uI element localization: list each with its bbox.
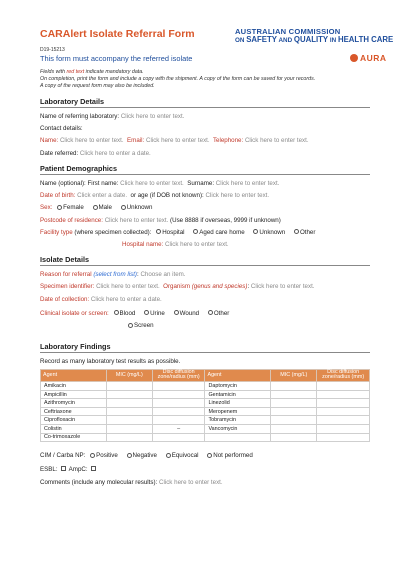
screen-option-wound[interactable]: Wound xyxy=(171,310,200,317)
collection-date-field[interactable]: Click here to enter a date. xyxy=(90,295,162,303)
cim-option-negative[interactable]: Negative xyxy=(124,452,157,459)
result-cell[interactable]: – xyxy=(152,425,205,434)
specimen-id-field[interactable]: Click here to enter text. xyxy=(96,283,160,291)
radio-icon xyxy=(156,229,161,234)
commission-logo xyxy=(235,28,410,45)
radio-icon xyxy=(144,310,149,315)
laboratory-details-section: Laboratory Details Name of referring laboratory: Click here to enter text. Contact details: Name: Click here to enter text. Email: Click here to enter text. Telephone: Click here to enter text. Date referred: Click here to enter a date. xyxy=(40,97,370,157)
referring-lab-field[interactable]: Click here to enter text. xyxy=(120,112,185,120)
radio-icon xyxy=(174,310,179,315)
agent-cell: Ampicillin xyxy=(41,390,107,399)
screen-option-urine[interactable]: Urine xyxy=(141,310,165,317)
column-header: Agent xyxy=(205,369,271,381)
agent-cell: Ciprofloxacin xyxy=(41,416,107,425)
result-cell[interactable] xyxy=(106,433,152,442)
hospital-name-field[interactable]: Click here to enter text. xyxy=(165,241,229,249)
contact-name-field[interactable]: Click here to enter text. xyxy=(59,137,124,145)
aura-logo xyxy=(350,53,387,63)
result-cell[interactable] xyxy=(106,399,152,408)
section-heading: Patient Demographics xyxy=(40,164,370,175)
result-cell[interactable] xyxy=(106,425,152,434)
result-cell[interactable] xyxy=(152,416,205,425)
postcode-field[interactable]: Click here to enter text. xyxy=(104,216,169,224)
section-heading: Laboratory Details xyxy=(40,97,370,108)
screen-option-other[interactable]: Other xyxy=(205,310,229,317)
results-table xyxy=(40,369,370,443)
result-cell[interactable] xyxy=(152,407,205,416)
radio-icon xyxy=(208,310,213,315)
column-header: Disc diffusion zone/radius (mm) xyxy=(317,369,370,381)
result-cell[interactable] xyxy=(106,407,152,416)
radio-icon xyxy=(253,229,258,234)
table-row xyxy=(41,425,370,434)
radio-icon xyxy=(127,453,132,458)
radio-icon xyxy=(193,229,198,234)
agent-cell: Linezolid xyxy=(205,399,271,408)
table-row xyxy=(41,399,370,408)
reason-dropdown[interactable]: Choose an item. xyxy=(140,271,186,279)
column-header: Disc diffusion zone/radius (mm) xyxy=(152,369,205,381)
commission-line1: AUSTRALIAN COMMISSION xyxy=(235,27,341,36)
document-id: D19-15213 xyxy=(40,47,65,53)
agent-cell: Co-trimoxazole xyxy=(41,433,107,442)
commission-line2: ON SAFETY AND QUALITY IN HEALTH CARE xyxy=(235,34,394,44)
radio-icon xyxy=(166,453,171,458)
agent-cell: Meropenem xyxy=(205,407,271,416)
form-instructions: Fields with red text indicate mandatory data. On completion, print the form and include a copy with the shipment. A copy of the form can be saved for your records. A copy of the request form may also be included. xyxy=(40,69,316,89)
section-heading: Laboratory Findings xyxy=(40,342,370,353)
table-header-row xyxy=(41,369,370,381)
result-cell[interactable] xyxy=(317,390,370,399)
result-cell[interactable] xyxy=(152,433,205,442)
patient-demographics-section: Patient Demographics Name (optional): First name: Click here to enter text. Surname: Click here to enter text. Date of birth: Click enter a date. or age (if DOB not known): Click here to enter text. Sex: Female Male Unknown Postcode of residence: Click here to enter text. (Use 8888 if overseas, 9999 if unknown) Facility type (where specimen collected): Hospital Aged care home Unknown Other Hospital name: Click here to enter text. xyxy=(40,164,370,249)
table-row xyxy=(41,433,370,442)
result-cell[interactable] xyxy=(271,390,317,399)
result-cell[interactable] xyxy=(152,399,205,408)
result-cell[interactable] xyxy=(317,399,370,408)
agent-cell: Daptomycin xyxy=(205,382,271,391)
agent-cell: Vancomycin xyxy=(205,425,271,434)
result-cell[interactable] xyxy=(317,416,370,425)
organism-field[interactable]: Click here to enter text. xyxy=(250,283,315,291)
form-subtitle: This form must accompany the referred isolate xyxy=(40,54,193,63)
form-header xyxy=(30,27,394,68)
agent-cell xyxy=(205,433,271,442)
facility-option-unknown[interactable]: Unknown xyxy=(250,229,285,236)
agent-cell: Tobramycin xyxy=(205,416,271,425)
laboratory-findings-section: Laboratory Findings Record as many laboratory test results as possible. Agent MIC (mg/L) Disc diffusion zone/radius (mm) Agent MIC (mg/L) Disc diffusion zone/radius (mm) Amikacin Daptomycin Ampicillin Gentamicin Azithromycin Linezolid Ceftriaxone Meropenem Ciprofloxacin Tobramycin Colistin – Vancomycin Co-trimoxazole CIM / Carba NP: Positive Negative Equivocal Not performed ESBL: AmpC: Comments (include any molecular results): Click here to enter text. xyxy=(40,342,370,487)
result-cell[interactable] xyxy=(317,382,370,391)
agent-cell: Gentamicin xyxy=(205,390,271,399)
sex-option-female[interactable]: Female xyxy=(54,204,84,211)
result-cell[interactable] xyxy=(271,399,317,408)
agent-cell: Ceftriaxone xyxy=(41,407,107,416)
facility-option-hospital[interactable]: Hospital xyxy=(153,229,184,236)
radio-icon xyxy=(90,453,95,458)
cim-option-equivocal[interactable]: Equivocal xyxy=(163,452,199,459)
facility-option-other[interactable]: Other xyxy=(291,229,315,236)
result-cell[interactable] xyxy=(271,416,317,425)
radio-icon xyxy=(114,310,119,315)
cim-option-not-performed[interactable]: Not performed xyxy=(204,452,253,459)
table-row xyxy=(41,416,370,425)
table-row xyxy=(41,390,370,399)
dob-field[interactable]: Click enter a date. xyxy=(77,191,128,199)
result-cell[interactable] xyxy=(271,407,317,416)
age-field[interactable]: Click here to enter text. xyxy=(205,191,270,199)
agent-cell: Amikacin xyxy=(41,382,107,391)
screen-option-blood[interactable]: Blood xyxy=(111,310,136,317)
form-title: CARAlert Isolate Referral Form xyxy=(40,28,195,40)
agent-cell: Azithromycin xyxy=(41,399,107,408)
ampc-checkbox[interactable] xyxy=(91,466,96,471)
result-cell[interactable] xyxy=(317,407,370,416)
contact-email-field[interactable]: Click here to enter text. xyxy=(145,137,210,145)
result-cell[interactable] xyxy=(271,433,317,442)
result-cell[interactable] xyxy=(106,382,152,391)
radio-icon xyxy=(93,205,98,210)
date-referred-field[interactable]: Click here to enter a date. xyxy=(79,149,151,157)
surname-field[interactable]: Click here to enter text. xyxy=(215,179,280,187)
column-header: Agent xyxy=(41,369,107,381)
radio-icon xyxy=(57,205,62,210)
comments-field[interactable]: Click here to enter text. xyxy=(159,478,223,486)
results-table-body xyxy=(41,382,370,442)
cim-option-positive[interactable]: Positive xyxy=(87,452,118,459)
aura-logo-text: AURA xyxy=(360,53,387,63)
agent-cell: Colistin xyxy=(41,425,107,434)
radio-icon xyxy=(294,229,299,234)
result-cell[interactable] xyxy=(106,416,152,425)
column-header: MIC (mg/L) xyxy=(271,369,317,381)
result-cell[interactable] xyxy=(152,390,205,399)
screen-option-screen[interactable]: Screen xyxy=(125,322,154,329)
radio-icon xyxy=(207,453,212,458)
result-cell[interactable] xyxy=(271,382,317,391)
first-name-field[interactable]: Click here to enter text. xyxy=(120,179,184,187)
sex-option-male[interactable]: Male xyxy=(90,204,112,211)
table-row xyxy=(41,407,370,416)
radio-icon xyxy=(121,205,126,210)
section-heading: Isolate Details xyxy=(40,255,370,266)
column-header: MIC (mg/L) xyxy=(106,369,152,381)
isolate-details-section: Isolate Details Reason for referral (select from list): Choose an item. Specimen identifier: Click here to enter text. Organism (genus and species): Click here to enter text. Date of collection: Click here to enter a date. Clinical isolate or screen: Blood Urine Wound Other Screen xyxy=(40,255,370,329)
esbl-checkbox[interactable] xyxy=(61,466,66,471)
table-row xyxy=(41,382,370,391)
contact-telephone-field[interactable]: Click here to enter text. xyxy=(244,137,309,145)
result-cell[interactable] xyxy=(317,433,370,442)
sex-option-unknown[interactable]: Unknown xyxy=(118,204,153,211)
result-cell[interactable] xyxy=(271,425,317,434)
result-cell[interactable] xyxy=(106,390,152,399)
aura-logo-icon xyxy=(350,54,358,62)
result-cell[interactable] xyxy=(152,382,205,391)
facility-option-aged-care[interactable]: Aged care home xyxy=(190,229,244,236)
result-cell[interactable] xyxy=(317,425,370,434)
radio-icon xyxy=(128,323,133,328)
